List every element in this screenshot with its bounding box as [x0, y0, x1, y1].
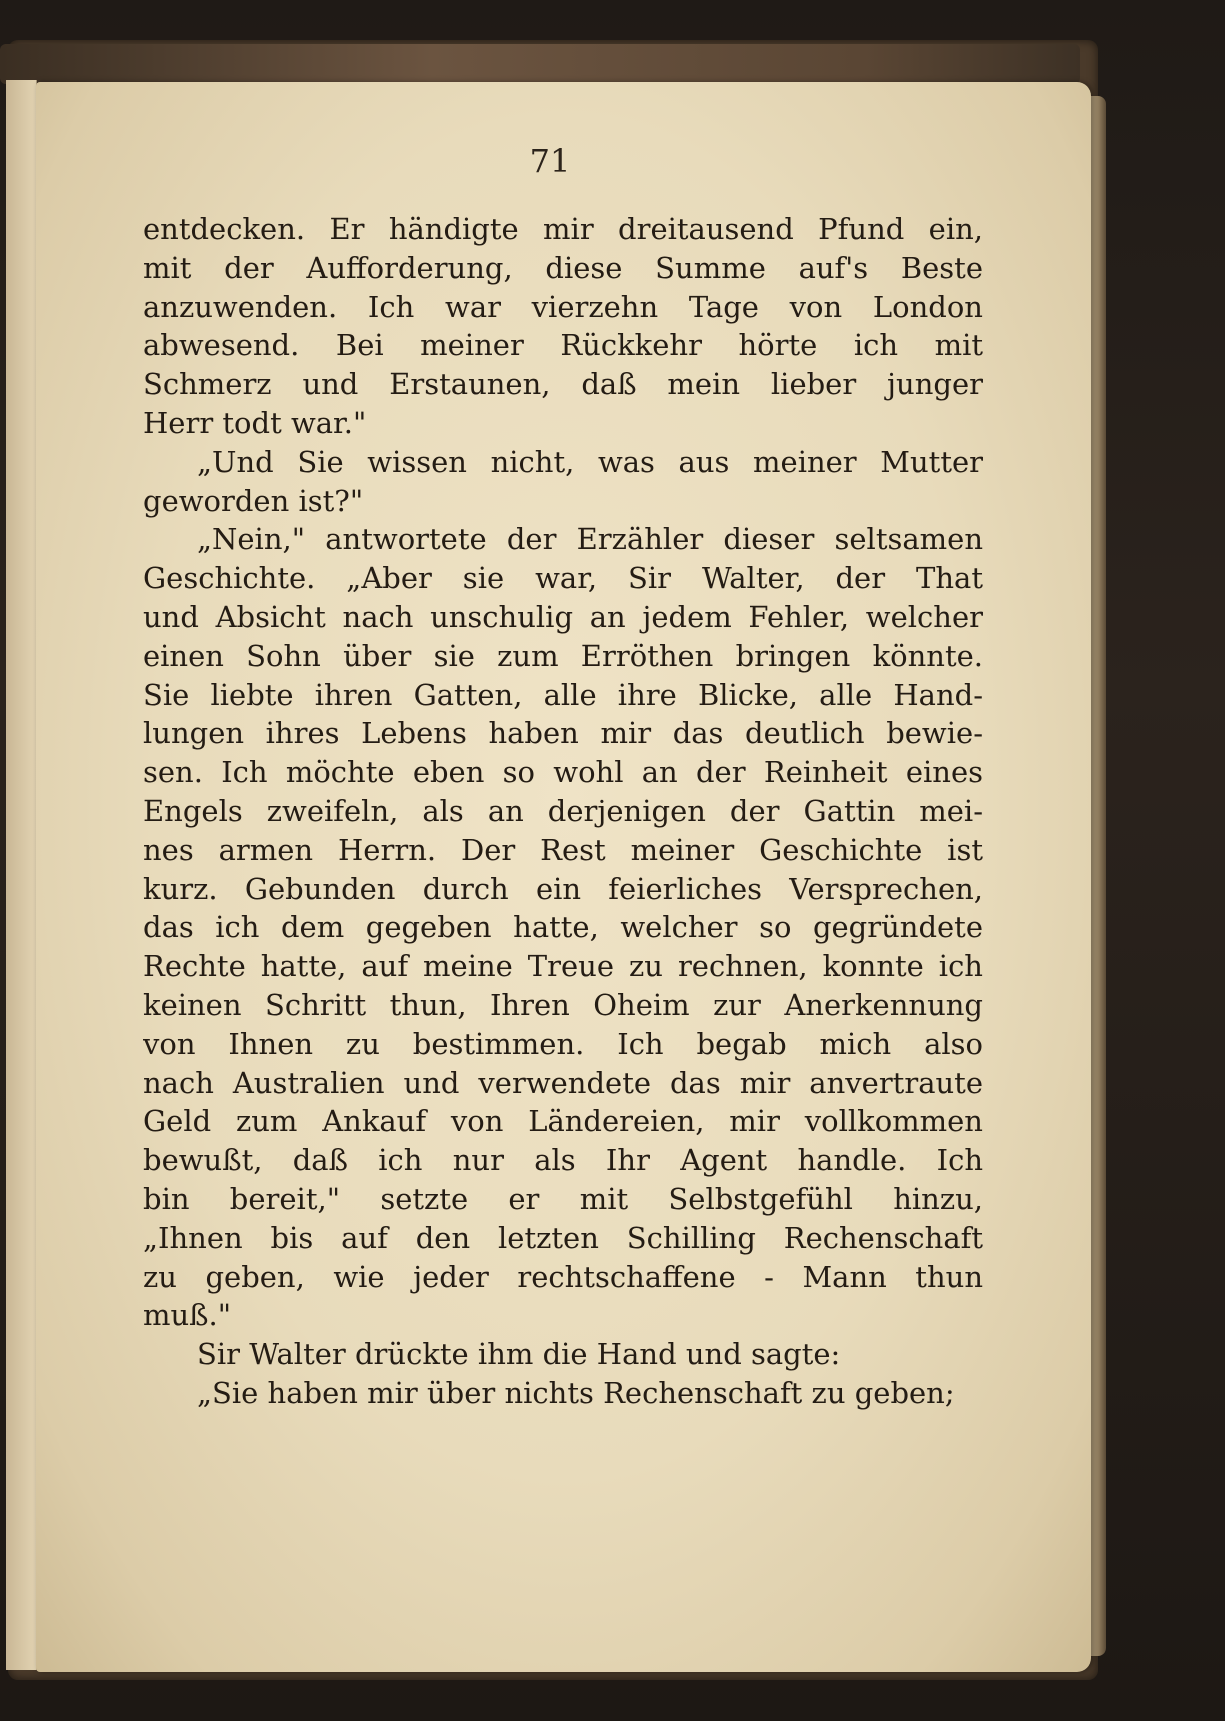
text-line: einen Sohn über sie zum Erröthen bringen könnte. [143, 638, 983, 673]
text-line: bewußt, daß ich nur als Ihr Agent handle. Ich [143, 1143, 983, 1178]
text-line: abwesend. Bei meiner Rückkehr hörte ich mit [143, 328, 983, 363]
text-line: Sir Walter drückte ihm die Hand und sagte: [197, 1337, 841, 1372]
text-line: und Absicht nach unschulig an jedem Fehler, welcher [143, 599, 983, 634]
book-cover-top-edge [0, 44, 1080, 84]
text-line: „Und Sie wissen nicht, was aus meiner Mutter [197, 444, 983, 479]
text-line: von Ihnen zu bestimmen. Ich begab mich also [143, 1026, 983, 1061]
text-line: zu geben, wie jeder rechtschaffene - Mann thun [143, 1259, 983, 1294]
text-line: kurz. Gebunden durch ein feierliches Versprechen, [143, 871, 983, 906]
text-line: Geschichte. „Aber sie war, Sir Walter, der That [143, 561, 983, 596]
text-line: Rechte hatte, auf meine Treue zu rechnen, konnte ich [143, 949, 983, 984]
text-line: das ich dem gegeben hatte, welcher so gegründete [143, 910, 983, 945]
text-line: Schmerz und Erstaunen, daß mein lieber junger [143, 367, 983, 402]
previous-page-edge [6, 80, 37, 1670]
text-line: nes armen Herrn. Der Rest meiner Geschichte ist [143, 832, 983, 867]
text-line: bin bereit," setzte er mit Selbstgefühl hinzu, [143, 1181, 983, 1216]
text-line: sen. Ich möchte eben so wohl an der Reinheit eines [143, 755, 983, 790]
page-body-text [143, 210, 983, 1413]
text-line: geworden ist?" [143, 483, 364, 518]
text-line: „Ihnen bis auf den letzten Schilling Rechenschaft [143, 1220, 983, 1255]
text-line: muß." [143, 1298, 232, 1333]
text-line: „Sie haben mir über nichts Rechenschaft zu geben; [197, 1375, 955, 1410]
text-line: Geld zum Ankauf von Ländereien, mir vollkommen [143, 1104, 983, 1139]
text-line: „Nein," antwortete der Erzähler dieser seltsamen [197, 522, 983, 557]
page-number: 71 [529, 142, 571, 180]
text-line: mit der Aufforderung, diese Summe auf's Beste [143, 250, 983, 285]
text-line: anzuwenden. Ich war vierzehn Tage von London [143, 289, 983, 324]
text-line: nach Australien und verwendete das mir anvertraute [143, 1065, 983, 1100]
text-line: keinen Schritt thun, Ihren Oheim zur Anerkennung [143, 987, 983, 1022]
text-line: Herr todt war." [143, 405, 367, 440]
text-line: entdecken. Er händigte mir dreitausend Pfund ein, [143, 212, 983, 246]
text-line: Engels zweifeln, als an derjenigen der Gattin mei- [143, 793, 983, 828]
text-line: lungen ihres Lebens haben mir das deutlich bewie- [143, 716, 983, 751]
text-line: Sie liebte ihren Gatten, alle ihre Blicke, alle Hand- [143, 677, 983, 712]
